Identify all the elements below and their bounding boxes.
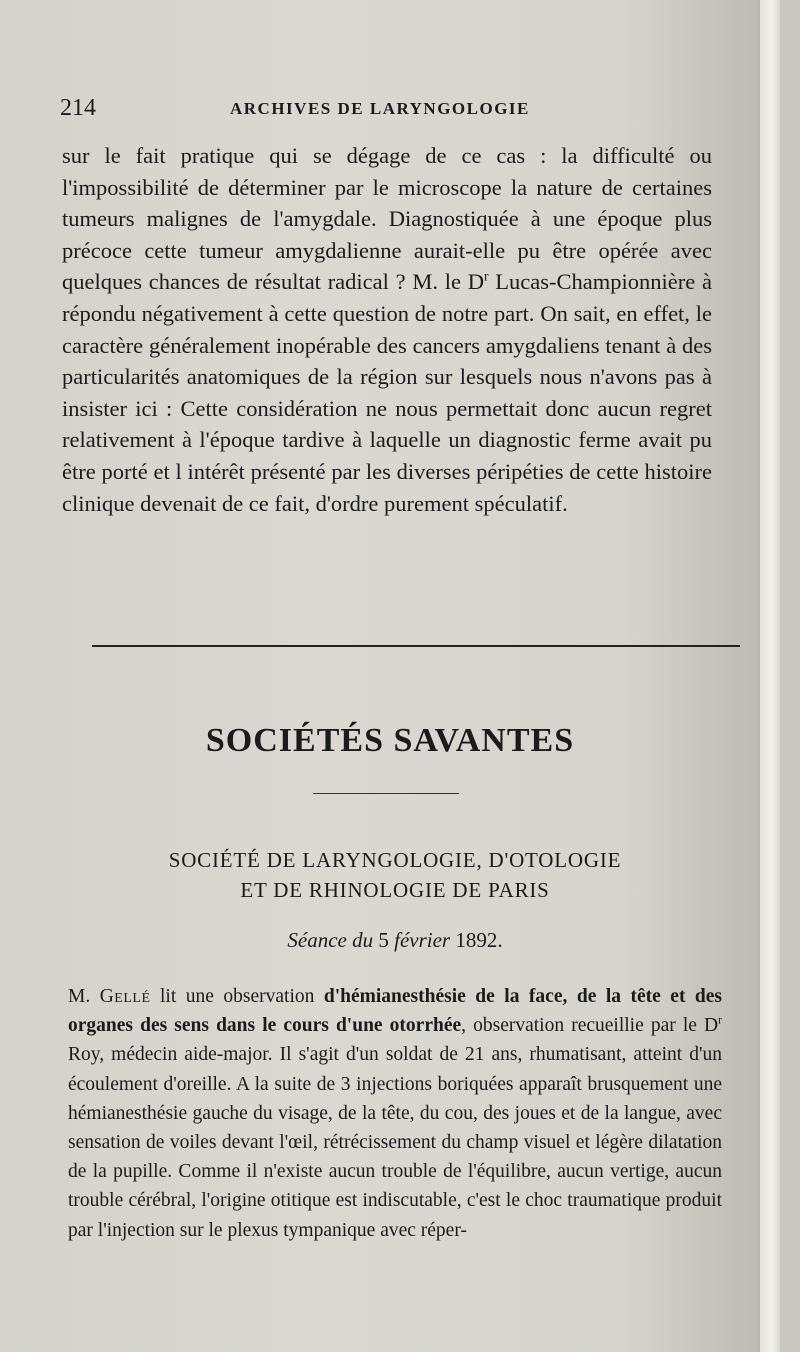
running-title: ARCHIVES DE LARYNGOLOGIE (230, 99, 530, 118)
society-line-1: SOCIÉTÉ DE LARYNGOLOGIE, D'OTOLOGIE (168, 848, 622, 872)
speaker-name: Gellé (99, 986, 151, 1007)
doctor-abbrev-sup-2: r (718, 1013, 722, 1027)
paragraph-text-1: sur le fait pratique qui se dégage de ce cas : la difficulté ou l'impossibilité de déterminer par le microscope la nature de certaines tumeurs malignes de l'amygdale. Diagnostiquée à une époque plus précoce cette tumeur amygdalienne aurait-elle pu être opérée avec quelques chances de résultat radical ? M. le D (62, 143, 712, 295)
session-label: Séance du (287, 928, 374, 952)
title-underline (313, 793, 459, 794)
paragraph-text-2: Lucas-Championnière à répondu négativement à cette question de notre part. On sait, en effet, le caractère généralement inopérable des cancers amygdaliens tenant à des particularités anatomiques de la région sur lesquels nous n'avons pas à insister ici : Cette considération ne nous permettait donc aucun regret relativement à l'époque tardive à laquelle un diagnostic ferme avait pu être porté et l intérêt présenté par les diverses péripéties de cette histoire clinique devenait de ce fait, d'ordre purement spéculatif. (62, 269, 712, 516)
society-heading (0, 845, 780, 905)
running-head (60, 95, 720, 125)
section-divider (92, 645, 740, 647)
page-number: 214 (60, 95, 96, 121)
section-title: SOCIÉTÉS SAVANTES (205, 722, 575, 759)
session-text-2: , observation recueillie par le D (461, 1015, 719, 1037)
session-lead: M. (68, 986, 91, 1007)
session-text-1: lit une observation (150, 986, 324, 1007)
body-paragraph (62, 140, 712, 519)
session-paragraph (68, 982, 722, 1245)
session-date (0, 928, 780, 953)
session-year: 1892. (455, 928, 503, 952)
session-day: 5 (378, 928, 389, 952)
session-month: février (394, 928, 451, 952)
session-bold-title: d'hémianesthésie de la face, de la tête et des organes des sens dans le cours d'une otorrhée (68, 986, 723, 1037)
society-line-2: ET DE RHINOLOGIE DE PARIS (240, 878, 550, 902)
page-edge (760, 0, 780, 1352)
doctor-abbrev-sup: r (484, 268, 489, 284)
session-text-3: Roy, médecin aide-major. Il s'agit d'un soldat de 21 ans, rhumatisant, atteint d'un écoulement d'oreille. A la suite de 3 injections boriquées apparaît brusquement une hémianesthésie gauche du visage, de la tête, du cou, des joues et de la langue, avec sensation de voiles devant l'œil, rétrécissement du champ visuel et légère dilatation de la pupille. Comme il n'existe aucun trouble de l'équilibre, aucun vertige, aucun trouble cérébral, l'origine otitique est indiscutable, c'est le choc traumatique produit par l'injection sur le plexus tympanique avec réper- (68, 1044, 722, 1241)
